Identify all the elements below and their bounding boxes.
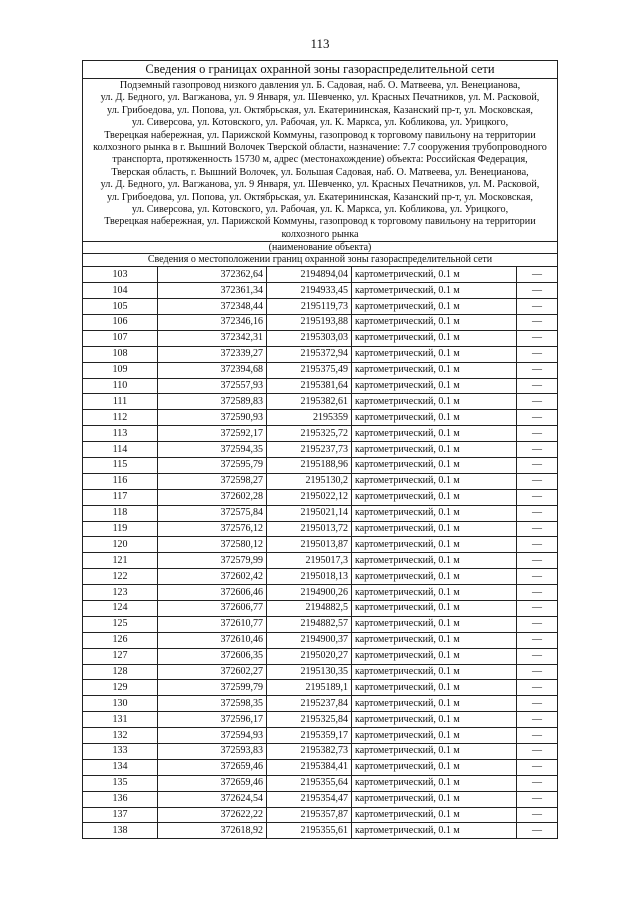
point-number-cell: 120 xyxy=(83,537,158,553)
x-coordinate-cell: 372348,44 xyxy=(158,299,267,315)
empty-dash-cell: — xyxy=(517,267,558,282)
x-coordinate-cell: 372576,12 xyxy=(158,521,267,537)
method-accuracy-cell: картометрический, 0.1 м xyxy=(352,696,517,712)
coordinates-table xyxy=(83,267,557,838)
x-coordinate-cell: 372342,31 xyxy=(158,330,267,346)
description-line: ул. Грибоедова, ул. Попова, ул. Октябрьская, ул. Екатерининская, Казанский пр-т, ул. Московская, xyxy=(107,104,533,116)
method-accuracy-cell: картометрический, 0.1 м xyxy=(352,505,517,521)
x-coordinate-cell: 372594,35 xyxy=(158,442,267,458)
y-coordinate-cell: 2194882,5 xyxy=(267,600,352,616)
empty-dash-cell: — xyxy=(517,553,558,569)
y-coordinate-cell: 2195020,27 xyxy=(267,648,352,664)
method-accuracy-cell: картометрический, 0.1 м xyxy=(352,442,517,458)
empty-dash-cell: — xyxy=(517,521,558,537)
y-coordinate-cell: 2195130,35 xyxy=(267,664,352,680)
empty-dash-cell: — xyxy=(517,744,558,760)
point-number-cell: 133 xyxy=(83,744,158,760)
description-line: ул. Сиверсова, ул. Котовского, ул. Рабочая, ул. К. Маркса, ул. Кобликова, ул. Урицкого, xyxy=(131,117,509,129)
empty-dash-cell: — xyxy=(517,410,558,426)
x-coordinate-cell: 372602,42 xyxy=(158,569,267,585)
point-number-cell: 117 xyxy=(83,489,158,505)
point-number-cell: 137 xyxy=(83,807,158,823)
empty-dash-cell: — xyxy=(517,759,558,775)
x-coordinate-cell: 372602,28 xyxy=(158,489,267,505)
point-number-cell: 106 xyxy=(83,314,158,330)
method-accuracy-cell: картометрический, 0.1 м xyxy=(352,426,517,442)
empty-dash-cell: — xyxy=(517,505,558,521)
x-coordinate-cell: 372595,79 xyxy=(158,457,267,473)
y-coordinate-cell: 2194900,26 xyxy=(267,585,352,601)
empty-dash-cell: — xyxy=(517,378,558,394)
method-accuracy-cell: картометрический, 0.1 м xyxy=(352,632,517,648)
method-accuracy-cell: картометрический, 0.1 м xyxy=(352,585,517,601)
x-coordinate-cell: 372606,35 xyxy=(158,648,267,664)
description-line: колхозного рынка в г. Вышний Волочек Тверской области, назначение: 7.7 сооружения трубопроводного xyxy=(93,142,547,154)
table-row xyxy=(83,457,557,473)
point-number-cell: 125 xyxy=(83,616,158,632)
point-number-cell: 124 xyxy=(83,600,158,616)
x-coordinate-cell: 372593,83 xyxy=(158,744,267,760)
point-number-cell: 109 xyxy=(83,362,158,378)
point-number-cell: 132 xyxy=(83,728,158,744)
y-coordinate-cell: 2195189,1 xyxy=(267,680,352,696)
table-row xyxy=(83,521,557,537)
y-coordinate-cell: 2195237,73 xyxy=(267,442,352,458)
method-accuracy-cell: картометрический, 0.1 м xyxy=(352,616,517,632)
method-accuracy-cell: картометрический, 0.1 м xyxy=(352,378,517,394)
y-coordinate-cell: 2195355,64 xyxy=(267,775,352,791)
empty-dash-cell: — xyxy=(517,314,558,330)
description-line: Тверецкая набережная, ул. Парижской Коммуны, газопровод к торговому павильону на территории xyxy=(104,216,536,228)
empty-dash-cell: — xyxy=(517,362,558,378)
method-accuracy-cell: картометрический, 0.1 м xyxy=(352,775,517,791)
empty-dash-cell: — xyxy=(517,394,558,410)
table-row xyxy=(83,648,557,664)
table-row xyxy=(83,553,557,569)
table-row xyxy=(83,442,557,458)
y-coordinate-cell: 2195021,14 xyxy=(267,505,352,521)
empty-dash-cell: — xyxy=(517,346,558,362)
y-coordinate-cell: 2195188,96 xyxy=(267,457,352,473)
description-line: Тверецкая набережная, ул. Парижской Коммуны, газопровод к торговому павильону на территории xyxy=(104,129,536,141)
point-number-cell: 114 xyxy=(83,442,158,458)
method-accuracy-cell: картометрический, 0.1 м xyxy=(352,648,517,664)
empty-dash-cell: — xyxy=(517,696,558,712)
method-accuracy-cell: картометрический, 0.1 м xyxy=(352,330,517,346)
point-number-cell: 126 xyxy=(83,632,158,648)
empty-dash-cell: — xyxy=(517,823,558,838)
method-accuracy-cell: картометрический, 0.1 м xyxy=(352,314,517,330)
empty-dash-cell: — xyxy=(517,712,558,728)
x-coordinate-cell: 372346,16 xyxy=(158,314,267,330)
x-coordinate-cell: 372596,17 xyxy=(158,712,267,728)
x-coordinate-cell: 372394,68 xyxy=(158,362,267,378)
point-number-cell: 115 xyxy=(83,457,158,473)
method-accuracy-cell: картометрический, 0.1 м xyxy=(352,680,517,696)
empty-dash-cell: — xyxy=(517,632,558,648)
empty-dash-cell: — xyxy=(517,791,558,807)
x-coordinate-cell: 372598,27 xyxy=(158,473,267,489)
x-coordinate-cell: 372579,99 xyxy=(158,553,267,569)
point-number-cell: 113 xyxy=(83,426,158,442)
table-row xyxy=(83,728,557,744)
y-coordinate-cell: 2195013,87 xyxy=(267,537,352,553)
y-coordinate-cell: 2195382,61 xyxy=(267,394,352,410)
x-coordinate-cell: 372606,77 xyxy=(158,600,267,616)
x-coordinate-cell: 372339,27 xyxy=(158,346,267,362)
x-coordinate-cell: 372598,35 xyxy=(158,696,267,712)
empty-dash-cell: — xyxy=(517,330,558,346)
boundary-document xyxy=(82,60,558,839)
method-accuracy-cell: картометрический, 0.1 м xyxy=(352,489,517,505)
empty-dash-cell: — xyxy=(517,664,558,680)
x-coordinate-cell: 372624,54 xyxy=(158,791,267,807)
table-row xyxy=(83,362,557,378)
table-row xyxy=(83,314,557,330)
method-accuracy-cell: картометрический, 0.1 м xyxy=(352,394,517,410)
point-number-cell: 136 xyxy=(83,791,158,807)
method-accuracy-cell: картометрический, 0.1 м xyxy=(352,712,517,728)
description-line: транспорта, протяженность 15730 м, адрес (местонахождение) объекта: Российская Федерация, xyxy=(112,154,528,166)
method-accuracy-cell: картометрический, 0.1 м xyxy=(352,521,517,537)
method-accuracy-cell: картометрический, 0.1 м xyxy=(352,473,517,489)
point-number-cell: 105 xyxy=(83,299,158,315)
method-accuracy-cell: картометрический, 0.1 м xyxy=(352,283,517,299)
table-row xyxy=(83,569,557,585)
method-accuracy-cell: картометрический, 0.1 м xyxy=(352,664,517,680)
x-coordinate-cell: 372590,93 xyxy=(158,410,267,426)
table-row xyxy=(83,664,557,680)
description-line: колхозного рынка xyxy=(281,228,359,240)
table-row xyxy=(83,410,557,426)
y-coordinate-cell: 2195359,17 xyxy=(267,728,352,744)
y-coordinate-cell: 2195013,72 xyxy=(267,521,352,537)
table-row xyxy=(83,299,557,315)
table-row xyxy=(83,283,557,299)
y-coordinate-cell: 2195354,47 xyxy=(267,791,352,807)
empty-dash-cell: — xyxy=(517,299,558,315)
method-accuracy-cell: картометрический, 0.1 м xyxy=(352,728,517,744)
table-row xyxy=(83,267,557,282)
y-coordinate-cell: 2194894,04 xyxy=(267,267,352,282)
table-row xyxy=(83,473,557,489)
point-number-cell: 122 xyxy=(83,569,158,585)
empty-dash-cell: — xyxy=(517,457,558,473)
y-coordinate-cell: 2195018,13 xyxy=(267,569,352,585)
y-coordinate-cell: 2195017,3 xyxy=(267,553,352,569)
x-coordinate-cell: 372594,93 xyxy=(158,728,267,744)
empty-dash-cell: — xyxy=(517,616,558,632)
point-number-cell: 129 xyxy=(83,680,158,696)
empty-dash-cell: — xyxy=(517,728,558,744)
table-row xyxy=(83,712,557,728)
table-row xyxy=(83,330,557,346)
point-number-cell: 131 xyxy=(83,712,158,728)
x-coordinate-cell: 372610,77 xyxy=(158,616,267,632)
point-number-cell: 119 xyxy=(83,521,158,537)
x-coordinate-cell: 372575,84 xyxy=(158,505,267,521)
method-accuracy-cell: картометрический, 0.1 м xyxy=(352,553,517,569)
description-line: ул. Грибоедова, ул. Попова, ул. Октябрьская, ул. Екатерининская, Казанский пр-т, ул. Московская, xyxy=(107,191,533,203)
empty-dash-cell: — xyxy=(517,442,558,458)
empty-dash-cell: — xyxy=(517,569,558,585)
table-row xyxy=(83,394,557,410)
table-row xyxy=(83,632,557,648)
table-row xyxy=(83,680,557,696)
method-accuracy-cell: картометрический, 0.1 м xyxy=(352,410,517,426)
y-coordinate-cell: 2195381,64 xyxy=(267,378,352,394)
y-coordinate-cell: 2195130,2 xyxy=(267,473,352,489)
description-line: Подземный газопровод низкого давления ул. Б. Садовая, наб. О. Матвеева, ул. Венецианова, xyxy=(119,80,521,91)
y-coordinate-cell: 2195382,73 xyxy=(267,744,352,760)
point-number-cell: 103 xyxy=(83,267,158,282)
x-coordinate-cell: 372361,34 xyxy=(158,283,267,299)
method-accuracy-cell: картометрический, 0.1 м xyxy=(352,759,517,775)
point-number-cell: 111 xyxy=(83,394,158,410)
method-accuracy-cell: картометрический, 0.1 м xyxy=(352,299,517,315)
point-number-cell: 134 xyxy=(83,759,158,775)
object-description xyxy=(83,79,557,241)
y-coordinate-cell: 2195357,87 xyxy=(267,807,352,823)
y-coordinate-cell: 2195359 xyxy=(267,410,352,426)
method-accuracy-cell: картометрический, 0.1 м xyxy=(352,823,517,838)
empty-dash-cell: — xyxy=(517,680,558,696)
description-line: ул. Сиверсова, ул. Котовского, ул. Рабочая, ул. К. Маркса, ул. Кобликова, ул. Урицкого, xyxy=(131,204,509,216)
point-number-cell: 127 xyxy=(83,648,158,664)
point-number-cell: 118 xyxy=(83,505,158,521)
y-coordinate-cell: 2195325,84 xyxy=(267,712,352,728)
empty-dash-cell: — xyxy=(517,426,558,442)
x-coordinate-cell: 372610,46 xyxy=(158,632,267,648)
table-row xyxy=(83,775,557,791)
point-number-cell: 104 xyxy=(83,283,158,299)
table-row xyxy=(83,505,557,521)
y-coordinate-cell: 2195022,12 xyxy=(267,489,352,505)
table-row xyxy=(83,426,557,442)
description-line: ул. Д. Бедного, ул. Вагжанова, ул. 9 Января, ул. Шевченко, ул. Красных Печатников, ул. М. Расковой, xyxy=(100,92,540,104)
y-coordinate-cell: 2195303,03 xyxy=(267,330,352,346)
method-accuracy-cell: картометрический, 0.1 м xyxy=(352,457,517,473)
table-row xyxy=(83,537,557,553)
table-row xyxy=(83,791,557,807)
method-accuracy-cell: картометрический, 0.1 м xyxy=(352,791,517,807)
x-coordinate-cell: 372592,17 xyxy=(158,426,267,442)
y-coordinate-cell: 2195237,84 xyxy=(267,696,352,712)
table-row xyxy=(83,759,557,775)
empty-dash-cell: — xyxy=(517,775,558,791)
point-number-cell: 116 xyxy=(83,473,158,489)
point-number-cell: 128 xyxy=(83,664,158,680)
table-row xyxy=(83,823,557,838)
page-number: 113 xyxy=(310,36,330,51)
empty-dash-cell: — xyxy=(517,283,558,299)
table-row xyxy=(83,600,557,616)
method-accuracy-cell: картометрический, 0.1 м xyxy=(352,267,517,282)
point-number-cell: 123 xyxy=(83,585,158,601)
x-coordinate-cell: 372557,93 xyxy=(158,378,267,394)
method-accuracy-cell: картометрический, 0.1 м xyxy=(352,346,517,362)
object-name-caption: (наименование объекта) xyxy=(83,241,557,254)
description-line: Тверская область, г. Вышний Волочек, ул. Большая Садовая, наб. О. Матвеева, ул. Венецианова, xyxy=(111,166,529,178)
table-row xyxy=(83,585,557,601)
table-row xyxy=(83,616,557,632)
point-number-cell: 130 xyxy=(83,696,158,712)
point-number-cell: 110 xyxy=(83,378,158,394)
point-number-cell: 138 xyxy=(83,823,158,838)
y-coordinate-cell: 2195375,49 xyxy=(267,362,352,378)
empty-dash-cell: — xyxy=(517,600,558,616)
method-accuracy-cell: картометрический, 0.1 м xyxy=(352,569,517,585)
point-number-cell: 121 xyxy=(83,553,158,569)
x-coordinate-cell: 372618,92 xyxy=(158,823,267,838)
table-row xyxy=(83,489,557,505)
point-number-cell: 108 xyxy=(83,346,158,362)
table-row xyxy=(83,346,557,362)
y-coordinate-cell: 2195119,73 xyxy=(267,299,352,315)
y-coordinate-cell: 2194882,57 xyxy=(267,616,352,632)
y-coordinate-cell: 2195372,94 xyxy=(267,346,352,362)
point-number-cell: 107 xyxy=(83,330,158,346)
x-coordinate-cell: 372589,83 xyxy=(158,394,267,410)
table-row xyxy=(83,378,557,394)
description-line: ул. Д. Бедного, ул. Вагжанова, ул. 9 Января, ул. Шевченко, ул. Красных Печатников, ул. М. Расковой, xyxy=(100,179,540,191)
method-accuracy-cell: картометрический, 0.1 м xyxy=(352,807,517,823)
x-coordinate-cell: 372659,46 xyxy=(158,759,267,775)
x-coordinate-cell: 372602,27 xyxy=(158,664,267,680)
y-coordinate-cell: 2195193,88 xyxy=(267,314,352,330)
empty-dash-cell: — xyxy=(517,585,558,601)
empty-dash-cell: — xyxy=(517,489,558,505)
y-coordinate-cell: 2194933,45 xyxy=(267,283,352,299)
empty-dash-cell: — xyxy=(517,473,558,489)
x-coordinate-cell: 372580,12 xyxy=(158,537,267,553)
table-row xyxy=(83,696,557,712)
y-coordinate-cell: 2195384,41 xyxy=(267,759,352,775)
table-row xyxy=(83,744,557,760)
y-coordinate-cell: 2194900,37 xyxy=(267,632,352,648)
method-accuracy-cell: картометрический, 0.1 м xyxy=(352,362,517,378)
x-coordinate-cell: 372362,64 xyxy=(158,267,267,282)
table-row xyxy=(83,807,557,823)
x-coordinate-cell: 372599,79 xyxy=(158,680,267,696)
location-caption: Сведения о местоположении границ охранной зоны газораспределительной сети xyxy=(83,254,557,267)
y-coordinate-cell: 2195325,72 xyxy=(267,426,352,442)
x-coordinate-cell: 372606,46 xyxy=(158,585,267,601)
empty-dash-cell: — xyxy=(517,807,558,823)
method-accuracy-cell: картометрический, 0.1 м xyxy=(352,600,517,616)
method-accuracy-cell: картометрический, 0.1 м xyxy=(352,744,517,760)
empty-dash-cell: — xyxy=(517,648,558,664)
x-coordinate-cell: 372659,46 xyxy=(158,775,267,791)
section-title: Сведения о границах охранной зоны газораспределительной сети xyxy=(83,61,557,79)
point-number-cell: 135 xyxy=(83,775,158,791)
y-coordinate-cell: 2195355,61 xyxy=(267,823,352,838)
x-coordinate-cell: 372622,22 xyxy=(158,807,267,823)
point-number-cell: 112 xyxy=(83,410,158,426)
method-accuracy-cell: картометрический, 0.1 м xyxy=(352,537,517,553)
empty-dash-cell: — xyxy=(517,537,558,553)
